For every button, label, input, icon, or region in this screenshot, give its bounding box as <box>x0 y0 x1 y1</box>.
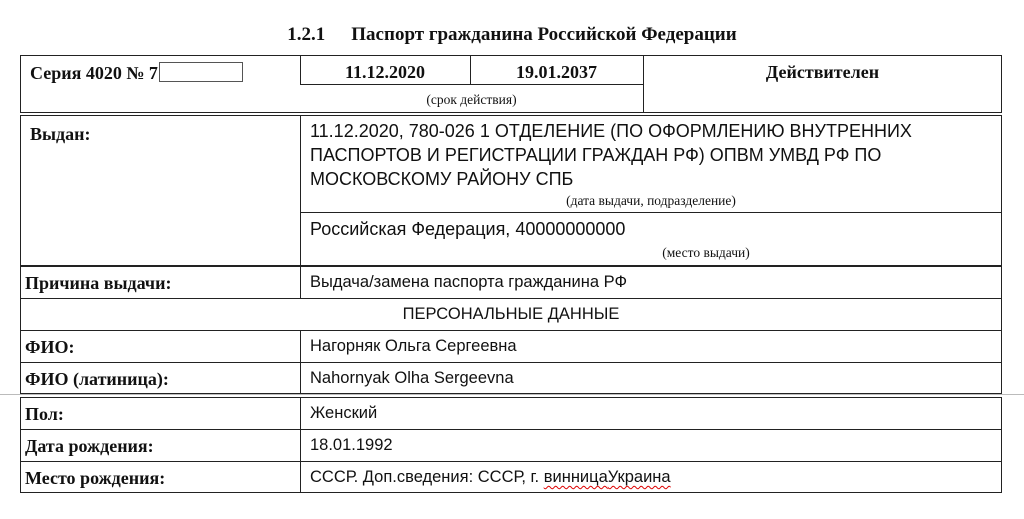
issue-place-caption: (место выдачи) <box>662 245 750 260</box>
fio-latin-label: ФИО (латиница): <box>25 369 169 389</box>
issued-by-line-1: 11.12.2020, 780-026 1 ОТДЕЛЕНИЕ (ПО ОФОРМЛЕНИЮ ВНУТРЕННИХ <box>310 121 912 141</box>
section-heading: ПЕРСОНАЛЬНЫЕ ДАННЫЕ <box>402 305 620 323</box>
issued-by-line-3: МОСКОВСКОМУ РАЙОНУ СПБ <box>310 169 574 189</box>
divider <box>300 84 643 85</box>
birth-date-label: Дата рождения: <box>25 436 154 456</box>
fio-label: ФИО: <box>25 337 75 357</box>
birth-place-country: Украина <box>607 468 671 486</box>
divider <box>20 330 1002 331</box>
reason-value: Выдача/замена паспорта гражданина РФ <box>310 273 627 291</box>
validity-caption: (срок действия) <box>426 92 517 107</box>
birth-place-label: Место рождения: <box>25 468 166 488</box>
birth-place-prefix: СССР. Доп.сведения: СССР, г. <box>310 468 544 486</box>
issued-label: Выдан: <box>30 124 91 144</box>
section-title <box>0 24 1024 46</box>
page-break <box>0 394 1024 395</box>
divider <box>300 115 301 266</box>
status-badge: Действителен <box>765 62 880 82</box>
redacted-number <box>159 62 243 82</box>
expiry-date: 19.01.2037 <box>516 62 597 82</box>
series-label: Серия 4020 № 7 <box>30 63 158 83</box>
divider <box>20 362 1002 363</box>
issue-place: Российская Федерация, 40000000000 <box>310 219 626 239</box>
fio-value: Нагорняк Ольга Сергеевна <box>310 337 517 355</box>
section-number: 1.2.1 <box>287 24 326 45</box>
birth-place-city: винница <box>543 468 608 486</box>
divider <box>20 461 1002 462</box>
divider <box>300 212 1002 213</box>
section-title-text: Паспорт гражданина Российской Федерации <box>351 24 737 45</box>
birth-date-value: 18.01.1992 <box>310 436 393 454</box>
divider <box>300 266 301 298</box>
divider <box>20 429 1002 430</box>
issue-date: 11.12.2020 <box>344 62 425 82</box>
sex-value: Женский <box>310 404 378 422</box>
divider <box>20 298 1002 299</box>
series-number <box>30 62 243 84</box>
birth-place-value <box>310 468 671 487</box>
fio-latin-value: Nahornyak Olha Sergeevna <box>310 369 514 387</box>
sex-label: Пол: <box>25 404 64 424</box>
divider <box>300 397 301 493</box>
issued-caption: (дата выдачи, подразделение) <box>566 193 736 208</box>
reason-label: Причина выдачи: <box>25 273 172 293</box>
issued-by-line-2: ПАСПОРТОВ И РЕГИСТРАЦИИ ГРАЖДАН РФ) ОПВМ УМВД РФ ПО <box>310 145 882 165</box>
